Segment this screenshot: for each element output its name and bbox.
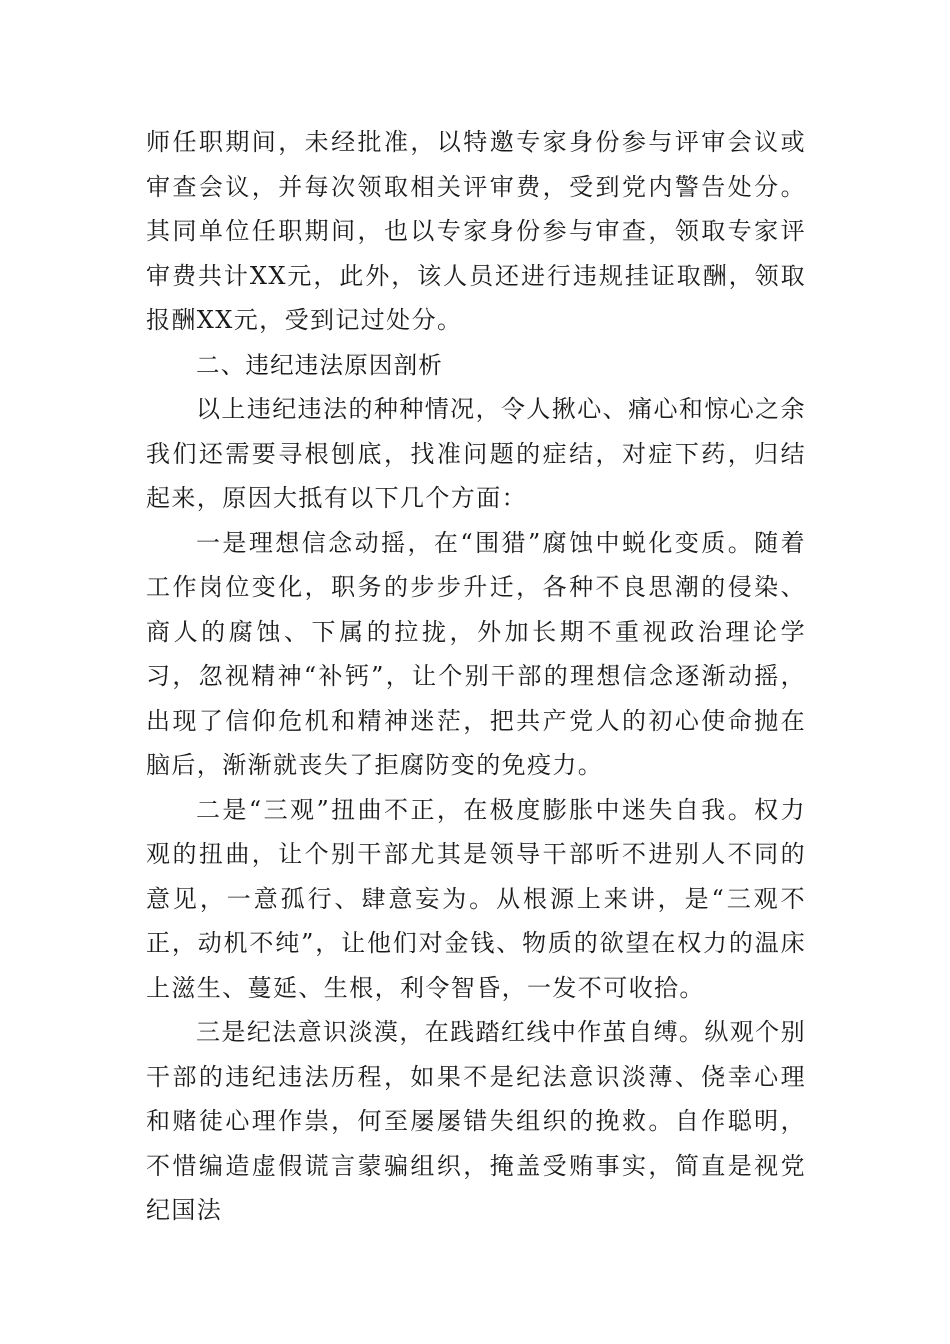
section-heading: 二、违纪违法原因剖析: [196, 350, 443, 379]
paragraph-reason-one: 一是理想信念动摇，在“围猎”腐蚀中蜕化变质。随着工作岗位变化，职务的步步升迁，各种不良思潮的侵染、商人的腐蚀、下属的拉拢，外加长期不重视政治理论学习，忽视精神“补钙”，让个别干部的理想信念逐渐动摇，出现了信仰危机和精神迷茫，把共产党人的初心使命抛在脑后，渐渐就丧失了拒腐防变的免疫力。: [146, 528, 806, 779]
paragraph-reason-two: 二是“三观”扭曲不正，在极度膨胀中迷失自我。权力观的扭曲，让个别干部尤其是领导干部听不进别人不同的意见，一意孤行、肆意妄为。从根源上来讲，是“三观不正，动机不纯”，让他们对金钱、物质的欲望在权力的温床上滋生、蔓延、生根，利令智昏，一发不可收拾。: [146, 795, 806, 1002]
paragraph-reason-three: 三是纪法意识淡漠，在践踏红线中作茧自缚。纵观个别干部的违纪违法历程，如果不是纪法意识淡薄、侥幸心理和赌徒心理作祟，何至屡屡错失组织的挽救。自作聪明，不惜编造虚假谎言蒙骗组织，掩盖受贿事实，简直是视党纪国法: [146, 1018, 806, 1224]
paragraph-intro: 以上违纪违法的种种情况，令人揪心、痛心和惊心之余我们还需要寻根刨底，找准问题的症结，对症下药，归结起来，原因大抵有以下几个方面：: [146, 395, 806, 512]
document-body: [146, 120, 806, 1233]
paragraph-continuation: 师任职期间，未经批准，以特邀专家身份参与评审会议或审查会议，并每次领取相关评审费，受到党内警告处分。其同单位任职期间，也以专家身份参与审查，领取专家评审费共计XX元，此外，该人员还进行违规挂证取酬，领取报酬XX元，受到记过处分。: [146, 128, 806, 334]
